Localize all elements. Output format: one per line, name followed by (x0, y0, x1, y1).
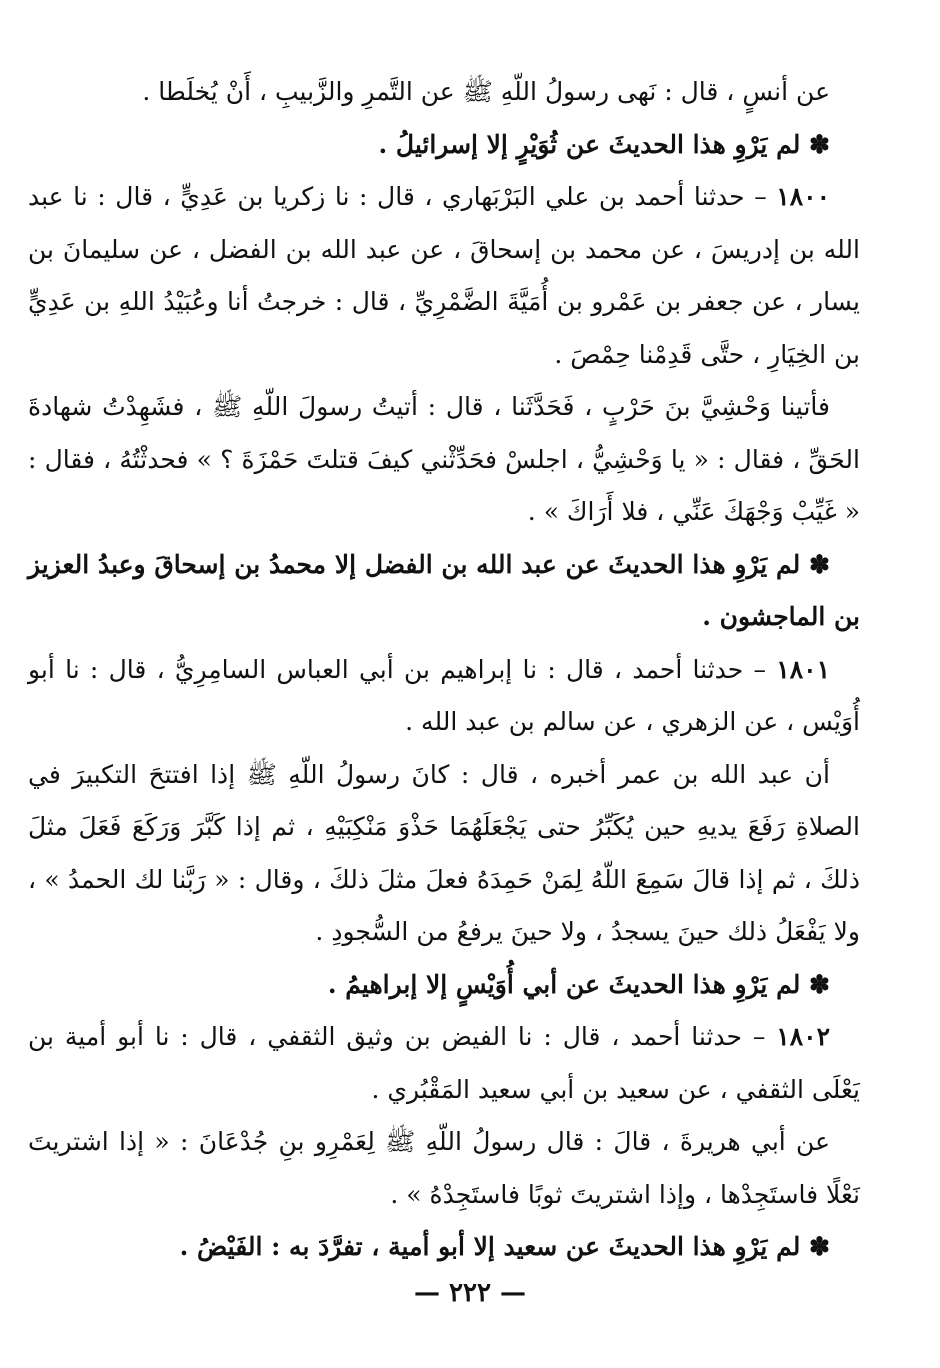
hadith-text: فأتينا وَحْشِيَّ بنَ حَرْبٍ ، فَحَدَّثَنا ، قال : أتيتُ رسولَ اللّهِ ﷺ ، فشَهِدْتُ شهادةَ الحَقِّ ، فقال : « يا وَحْشِيُّ ، اجلسْ فحَدِّثْني كيفَ قتلتَ حَمْزَةَ ؟ » فحدثْتُهُ ، فقال : « غَيِّبْ وَجْهَكَ عَنِّي ، فلا أَرَاكَ » . (28, 392, 860, 526)
note-1802 (28, 1221, 860, 1274)
hadith-1802-text (28, 1116, 860, 1221)
hadith-1801-text (28, 749, 860, 959)
note-1799 (28, 119, 860, 172)
note-text: ✽ لم يَرْوِ هذا الحديثَ عن أبي أُوَيْسٍ إلا إبراهيمُ . (327, 969, 830, 999)
page-number: — ٢٢٢ — (413, 1278, 527, 1308)
hadith-1800-chain (28, 171, 860, 381)
note-1801 (28, 959, 860, 1012)
hadith-text: أن عبد الله بن عمر أخبره ، قال : كانَ رسولُ اللّهِ ﷺ إذا افتتحَ التكبيرَ في الصلاةِ رَفَعَ يديهِ حين يُكَبِّرُ حتى يَجْعَلَهُمَا حَذْوَ مَنْكِبَيْهِ ، ثم إذا كَبَّرَ وَرَكَعَ فَعَلَ مثلَ ذلكَ ، ثم إذا قالَ سَمِعَ اللّهُ لِمَنْ حَمِدَهُ فعلَ مثلَ ذلكَ ، وقال : « رَبَّنا لك الحمدُ » ، ولا يَفْعَلُ ذلك حينَ يسجدُ ، ولا حينَ يرفعُ من السُّجودِ . (28, 759, 860, 946)
hadith-1801-chain (28, 644, 860, 749)
page-text (28, 66, 860, 1274)
note-text: ✽ لم يَرْوِ هذا الحديثَ عن سعيد إلا أبو أمية ، تفرَّدَ به : الفَيْضُ . (179, 1232, 830, 1261)
hadith-1799-continuation (28, 66, 860, 119)
hadith-text: عن أبي هريرةَ ، قالَ : قال رسولُ اللّهِ ﷺ لِعَمْرِو بنِ جُدْعَانَ : « إذا اشتريتَ نَعْلًا فاستَجِدْها ، وإذا اشتريتَ ثوبًا فاستَجِدْهُ » . (28, 1127, 860, 1209)
hadith-number-1801: ١٨٠١ (776, 654, 830, 684)
hadith-1802-chain (28, 1011, 860, 1116)
note-text: ✽ لم يَرْوِ هذا الحديثَ عن عبد الله بن الفضل إلا محمدُ بن إسحاقَ وعبدُ العزيز بن الماجشون . (28, 549, 860, 631)
hadith-number-1800: ١٨٠٠ (776, 182, 830, 211)
hadith-number-1802: ١٨٠٢ (776, 1022, 830, 1051)
note-1800 (28, 539, 860, 644)
chain-text: – حدثنا أحمد ، قال : نا إبراهيم بن أبي العباس السامِرِيُّ ، قال : نا أبو أُوَيْس ، عن الزهري ، عن سالم بن عبد الله . (28, 654, 860, 736)
chain-text: – حدثنا أحمد ، قال : نا الفيض بن وثيق الثقفي ، قال : نا أبو أمية بن يَعْلَى الثقفي ، عن سعيد بن أبي سعيد المَقْبُري . (28, 1022, 860, 1104)
text-line: عن أنسٍ ، قال : نَهى رسولُ اللّهِ ﷺ عن التَّمرِ والزَّبيبِ ، أَنْ يُخلَطا . (142, 77, 830, 106)
hadith-1800-text (28, 381, 860, 539)
chain-text: – حدثنا أحمد بن علي البَرْبَهاري ، قال : نا زكريا بن عَدِيٍّ ، قال : نا عبد الله بن إدريسَ ، عن محمد بن إسحاقَ ، عن عبد الله بن الفضل ، عن سليمانَ بن يسار ، عن جعفر بن عَمْرو بن أُمَيَّةَ الضَّمْرِيِّ ، قال : خرجتُ أنا وعُبَيْدُ اللهِ بن عَدِيٍّ بن الخِيَارِ ، حتَّى قَدِمْنا حِمْصَ . (28, 182, 860, 369)
note-text: ✽ لم يَرْوِ هذا الحديثَ عن ثُوَيْرٍ إلا إسرائيلُ . (378, 129, 830, 159)
